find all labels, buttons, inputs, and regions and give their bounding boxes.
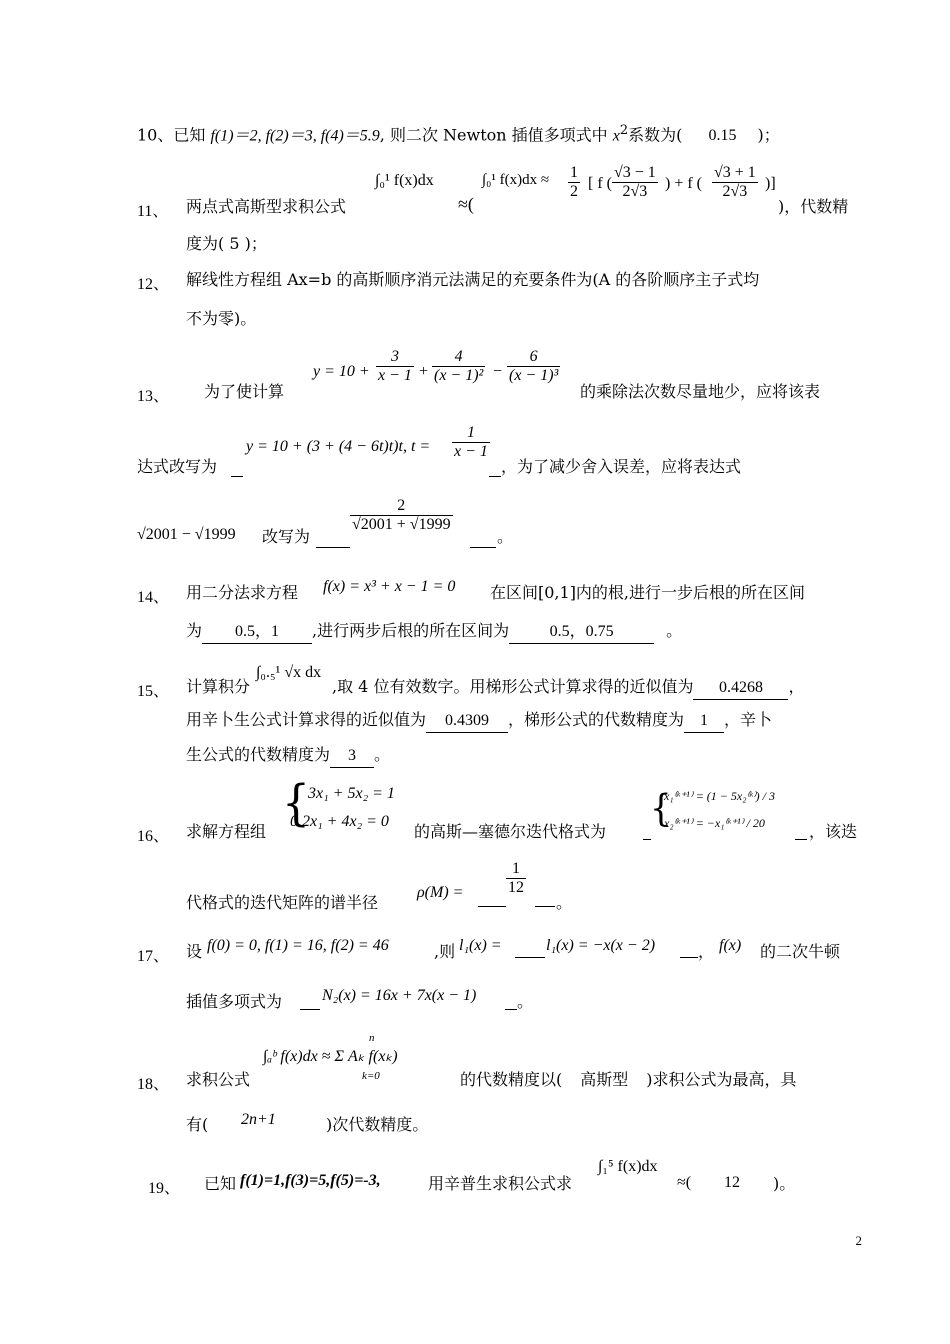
text: 用辛卜生公式计算求得的近似值为	[186, 710, 427, 729]
text: , 则二次 Newton 插值多项式中	[379, 125, 608, 145]
question-number: 17、	[137, 948, 170, 965]
question-number: 14、	[137, 589, 170, 606]
fraction	[432, 348, 485, 385]
text: 为了使计算	[204, 382, 285, 401]
blank	[489, 460, 501, 477]
question-number: 16、	[137, 828, 170, 845]
numerator: 6	[507, 348, 560, 367]
answer: 0.15	[708, 127, 737, 145]
question-number: 10、	[137, 125, 174, 145]
rewrite-expression: y = 10 + (3 + (4 − 6t)t)t, t =	[246, 438, 431, 455]
text: )求积公式为最高，具	[646, 1070, 797, 1089]
text: ,进行两步后根的所在区间为	[312, 621, 510, 640]
text: 设	[186, 942, 203, 961]
fraction-f2	[712, 164, 758, 201]
text: 。	[497, 527, 514, 546]
answer-fraction	[506, 860, 526, 897]
exponent: 2	[619, 123, 629, 138]
integral: ∫₀.₅¹ √x dx	[256, 664, 322, 681]
text: )次代数精度。	[326, 1115, 429, 1134]
minus: −	[493, 363, 503, 380]
blank	[515, 945, 545, 958]
question-15-line1	[332, 676, 804, 700]
question-15-line3	[186, 744, 390, 768]
denominator: √2001 + √1999	[352, 516, 451, 533]
trapezoid-answer: 0.4268	[693, 677, 788, 700]
denominator: 2	[570, 183, 578, 200]
question-10	[137, 120, 780, 147]
text: 。	[556, 893, 573, 912]
text: ，	[698, 942, 715, 961]
text: 度为( 5 )；	[186, 234, 267, 253]
newton-polynomial: N₂(x) = 16x + 7x(x − 1)	[322, 987, 477, 1004]
blank	[478, 896, 506, 907]
question-14-line2	[186, 620, 682, 644]
question-number: 13、	[137, 388, 170, 405]
fraction	[452, 424, 490, 461]
bracket: )]	[765, 175, 776, 192]
denominator: x − 1	[454, 443, 488, 460]
text: )。	[773, 1174, 796, 1193]
text: ，辛卜	[724, 710, 773, 729]
text: ，该迭	[809, 822, 858, 841]
text: 用辛普生求积公式求	[428, 1174, 573, 1193]
condition: f(1)＝2, f(2)＝3, f(4)＝5.9	[210, 127, 380, 145]
text: 的乘除法次数尽量地少，应将该表	[580, 382, 821, 401]
text: 已知	[173, 125, 206, 145]
text: 达式改写为	[137, 457, 218, 476]
denominator: 2√3	[622, 183, 648, 200]
l1-label: l₁(x) =	[459, 937, 502, 954]
sqrt-expression: √2001 − √1999	[137, 526, 236, 543]
text: 。	[374, 745, 391, 764]
text: 的高斯—塞德尔迭代格式为	[414, 822, 607, 841]
question-number: 15、	[137, 683, 170, 700]
question-18-line1	[460, 1069, 797, 1091]
equation: f(x) = x³ + x − 1 = 0	[323, 578, 456, 595]
text: ，梯形公式的代数精度为	[508, 710, 685, 729]
text: 的二次牛顿	[760, 942, 841, 961]
blank	[680, 945, 698, 958]
text: )，代数精	[778, 197, 849, 216]
question-number: 11、	[137, 203, 169, 220]
denominator: (x − 1)²	[434, 367, 484, 384]
fraction	[376, 348, 414, 385]
blank	[470, 531, 496, 548]
question-number: 12、	[137, 276, 170, 293]
text: 在区间[0,1]内的根,进行一步后根的所在区间	[490, 583, 806, 602]
equation-1: 3x₁ + 5x₂ = 1	[308, 785, 395, 802]
expression: y = 10 +	[313, 363, 370, 380]
numerator: 3	[376, 348, 414, 367]
question-number: 18、	[137, 1076, 170, 1093]
numerator: 4	[432, 348, 485, 367]
condition: f(0) = 0, f(1) = 16, f(2) = 46	[207, 937, 389, 954]
text: 代格式的迭代矩阵的谱半径	[186, 893, 379, 912]
numerator: 1	[570, 164, 578, 181]
l1-answer: l₁(x) = −x(x − 2)	[546, 937, 656, 954]
iteration-1: x₁⁽ᵏ⁺¹⁾ = (1 − 5x₂⁽ᵏ⁾) / 3	[664, 789, 775, 803]
answer-interval-2: 0.5，0.75	[509, 621, 654, 644]
text: 。	[666, 621, 683, 640]
blank	[316, 531, 350, 548]
blank	[231, 460, 243, 477]
spectral-radius: ρ(M) =	[417, 884, 464, 901]
text: 不为零)。	[186, 309, 257, 328]
bracket: [ f (	[588, 175, 612, 192]
text: 两点式高斯型求积公式	[186, 197, 347, 216]
approx-sign: ≈(	[458, 194, 474, 214]
sum-lower: k=0	[362, 1070, 380, 1082]
plus: ) + f (	[665, 175, 703, 192]
text: 为	[186, 621, 203, 640]
denominator: (x − 1)³	[509, 367, 559, 384]
text: 系数为(	[628, 125, 683, 145]
numerator: 1	[506, 860, 526, 879]
left-brace: {	[282, 775, 310, 832]
fraction-half	[568, 164, 580, 201]
blank	[300, 997, 320, 1010]
trapezoid-precision: 1	[684, 710, 724, 733]
numerator: 1	[452, 424, 490, 443]
answer-gauss: 高斯型	[580, 1070, 629, 1089]
numerator: 2	[350, 497, 453, 516]
answer: 12	[724, 1174, 740, 1191]
text: 改写为	[262, 527, 311, 546]
page-number: 2	[855, 1233, 862, 1248]
fraction	[507, 348, 560, 385]
text: 插值多项式为	[186, 992, 283, 1011]
text: 有(	[186, 1115, 209, 1134]
text: ,则	[434, 942, 456, 961]
equation-2: 0.2x₁ + 4x₂ = 0	[290, 813, 389, 830]
iteration-2: x₂⁽ᵏ⁺¹⁾ = −x₁⁽ᵏ⁺¹⁾ / 20	[664, 816, 765, 830]
text: ，为了减少舍入误差，应将表达式	[501, 457, 742, 476]
formula-lhs: ∫₀¹ f(x)dx ≈	[482, 172, 550, 188]
sum-upper: n	[369, 1032, 375, 1044]
text: 求积公式	[186, 1070, 251, 1089]
blank	[795, 831, 807, 840]
text: 计算积分	[186, 677, 251, 696]
text: )；	[757, 125, 780, 145]
variable: x	[612, 127, 620, 145]
integral: ∫₀¹ f(x)dx	[375, 172, 434, 189]
denominator: 2√3	[722, 183, 748, 200]
condition: f(1)=1,f(3)=5,f(5)=-3,	[240, 1172, 381, 1189]
question-number: 19、	[148, 1180, 181, 1197]
numerator: √3 − 1	[614, 164, 656, 181]
text: 用二分法求方程	[186, 583, 299, 602]
integral: ∫₁⁵ f(x)dx	[598, 1158, 658, 1175]
text: ，	[788, 677, 805, 696]
left-brace: {	[650, 787, 672, 831]
text: 。	[517, 992, 534, 1011]
function: f(x)	[719, 937, 742, 954]
text: 生公式的代数精度为	[186, 745, 331, 764]
fraction-f1	[612, 164, 658, 201]
numerator: √3 + 1	[714, 164, 756, 181]
approx-sign: ≈(	[677, 1174, 692, 1191]
text: 已知	[204, 1174, 237, 1193]
text: 求解方程组	[186, 822, 267, 841]
denominator: 12	[508, 879, 524, 896]
plus: +	[419, 363, 429, 380]
blank	[505, 997, 517, 1010]
simpson-answer: 0.4309	[426, 710, 508, 733]
text: 的代数精度以(	[460, 1070, 563, 1089]
text: ,取 4 位有效数字。用梯形公式计算求得的近似值为	[332, 677, 694, 696]
simpson-precision: 3	[330, 745, 374, 768]
denominator: x − 1	[378, 367, 412, 384]
blank	[535, 896, 555, 907]
answer-fraction	[350, 497, 453, 534]
quadrature-formula: ∫ₐᵇ f(x)dx ≈ Σ Aₖ f(xₖ)	[263, 1048, 398, 1065]
answer-precision: 2n+1	[241, 1111, 276, 1128]
question-15-line2	[186, 709, 772, 733]
text: 解线性方程组 Ax=b 的高斯顺序消元法满足的充要条件为(A 的各阶顺序主子式均	[186, 270, 760, 289]
answer-interval-1: 0.5，1	[202, 621, 312, 644]
